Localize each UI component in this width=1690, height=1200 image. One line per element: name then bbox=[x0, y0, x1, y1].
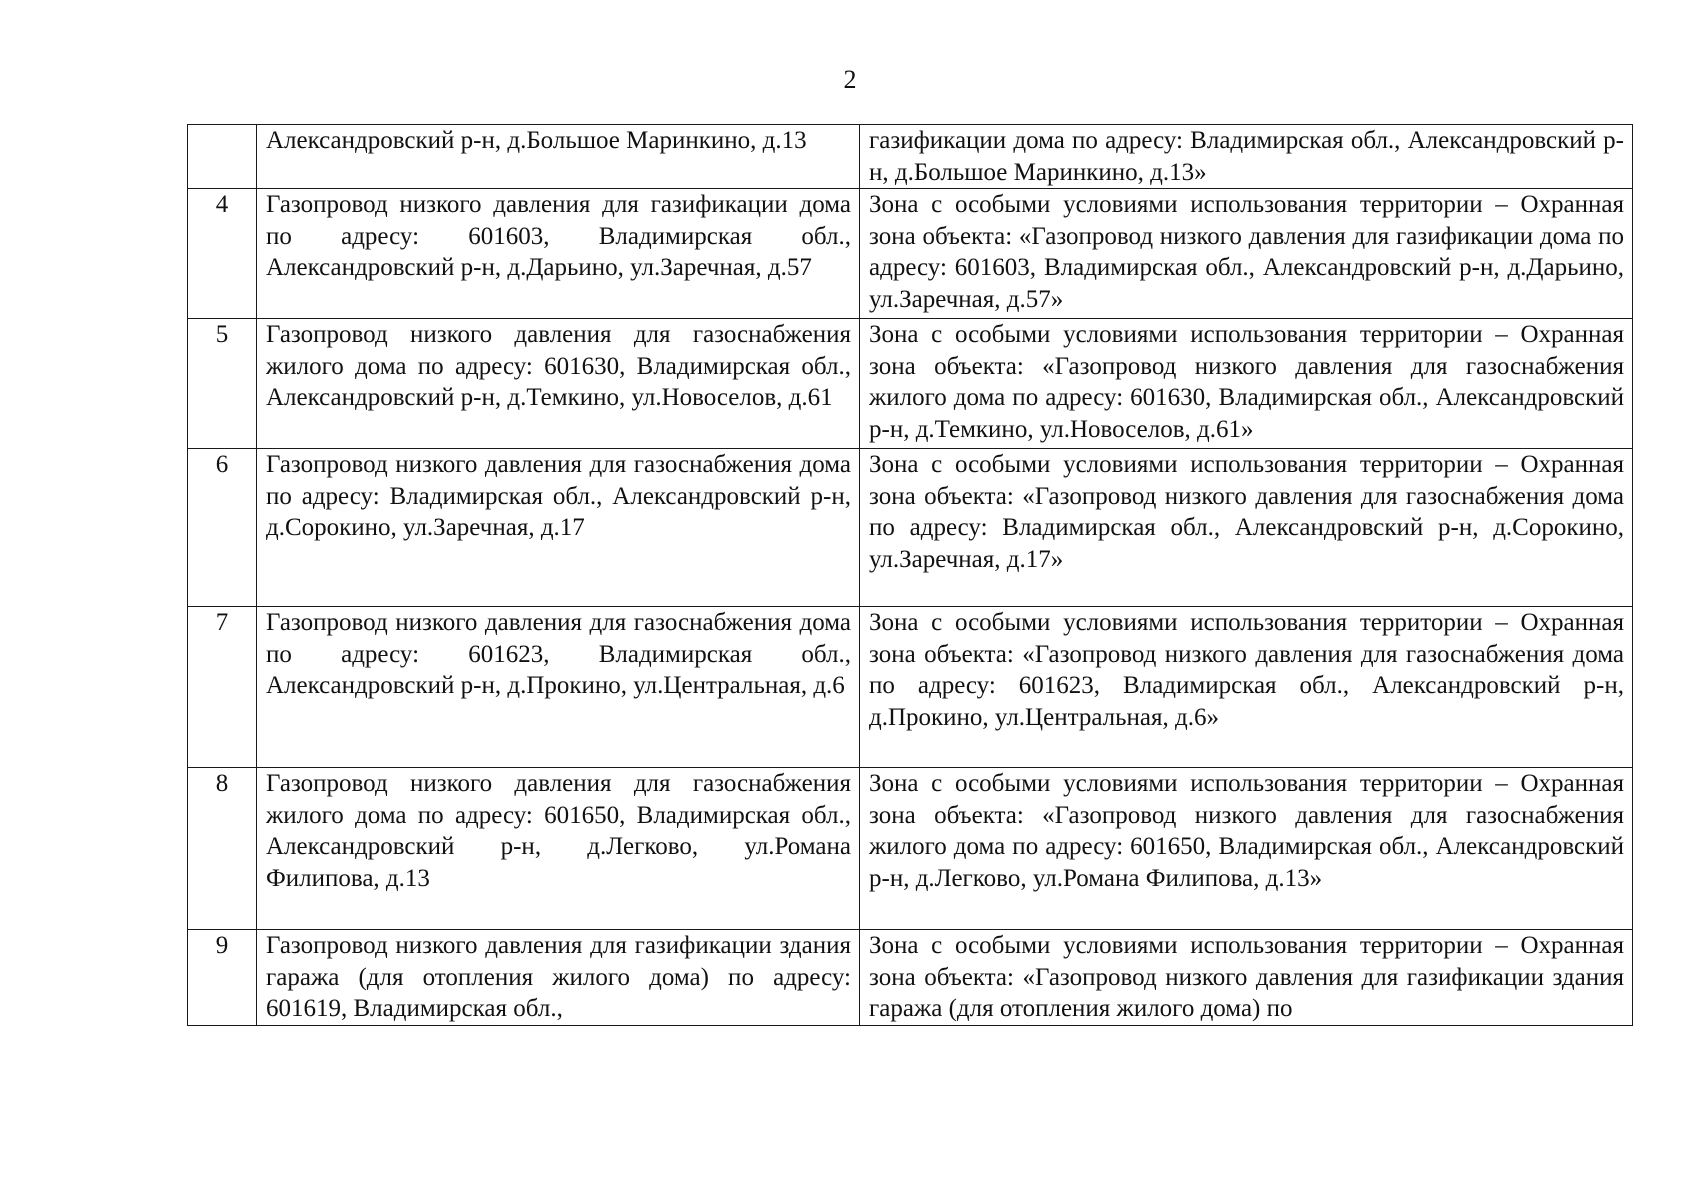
row-number-cell: 6 bbox=[188, 449, 257, 607]
table-row bbox=[188, 189, 1633, 319]
table-row bbox=[188, 768, 1633, 930]
zone-cell: Зона с особыми условиями использования территории – Охранная зона объекта: «Газопровод низкого давления для газоснабжения жилого дома по адресу: 601650, Владимирская обл., Александровский р-н, д.Легково, ул.Романа Филипова, д.13» bbox=[860, 768, 1633, 930]
page-number: 2 bbox=[843, 65, 857, 94]
object-cell: Газопровод низкого давления для газоснабжения жилого дома по адресу: 601630, Владимирская обл., Александровский р-н, д.Темкино, ул.Новоселов, д.61 bbox=[257, 319, 860, 449]
zone-cell: Зона с особыми условиями использования территории – Охранная зона объекта: «Газопровод низкого давления для газоснабжения жилого дома по адресу: 601630, Владимирская обл., Александровский р-н, д.Темкино, ул.Новоселов, д.61» bbox=[860, 319, 1633, 449]
object-cell: Газопровод низкого давления для газификации здания гаража (для отопления жилого дома) по адресу: 601619, Владимирская обл., bbox=[257, 930, 860, 1026]
protection-zones-table bbox=[187, 124, 1633, 1026]
row-number-cell: 7 bbox=[188, 607, 257, 768]
row-number-cell: 5 bbox=[188, 319, 257, 449]
row-number-cell: 8 bbox=[188, 768, 257, 930]
table-row bbox=[188, 607, 1633, 768]
object-cell: Газопровод низкого давления для газоснабжения дома по адресу: 601623, Владимирская обл., Александровский р-н, д.Прокино, ул.Центральная, д.6 bbox=[257, 607, 860, 768]
table-row bbox=[188, 319, 1633, 449]
zone-cell: Зона с особыми условиями использования территории – Охранная зона объекта: «Газопровод низкого давления для газоснабжения дома по адресу: 601623, Владимирская обл., Александровский р-н, д.Прокино, ул.Центральная, д.6» bbox=[860, 607, 1633, 768]
table-row bbox=[188, 449, 1633, 607]
row-number-cell bbox=[188, 125, 257, 189]
object-cell: Газопровод низкого давления для газификации дома по адресу: 601603, Владимирская обл., Александровский р-н, д.Дарьино, ул.Заречная, д.57 bbox=[257, 189, 860, 319]
zone-cell: Зона с особыми условиями использования территории – Охранная зона объекта: «Газопровод низкого давления для газификации здания гаража (для отопления жилого дома) по bbox=[860, 930, 1633, 1026]
object-cell: Газопровод низкого давления для газоснабжения дома по адресу: Владимирская обл., Александровский р-н, д.Сорокино, ул.Заречная, д.17 bbox=[257, 449, 860, 607]
row-number-cell: 9 bbox=[188, 930, 257, 1026]
object-cell: Александровский р-н, д.Большое Маринкино, д.13 bbox=[257, 125, 860, 189]
table-row bbox=[188, 125, 1633, 189]
zone-cell: Зона с особыми условиями использования территории – Охранная зона объекта: «Газопровод низкого давления для газоснабжения дома по адресу: Владимирская обл., Александровский р-н, д.Сорокино, ул.Заречная, д.17» bbox=[860, 449, 1633, 607]
table-row bbox=[188, 930, 1633, 1026]
row-number-cell: 4 bbox=[188, 189, 257, 319]
zone-cell: Зона с особыми условиями использования территории – Охранная зона объекта: «Газопровод низкого давления для газификации дома по адресу: 601603, Владимирская обл., Александровский р-н, д.Дарьино, ул.Заречная, д.57» bbox=[860, 189, 1633, 319]
zone-cell: газификации дома по адресу: Владимирская обл., Александровский р-н, д.Большое Маринкино, д.13» bbox=[860, 125, 1633, 189]
object-cell: Газопровод низкого давления для газоснабжения жилого дома по адресу: 601650, Владимирская обл., Александровский р-н, д.Легково, ул.Романа Филипова, д.13 bbox=[257, 768, 860, 930]
